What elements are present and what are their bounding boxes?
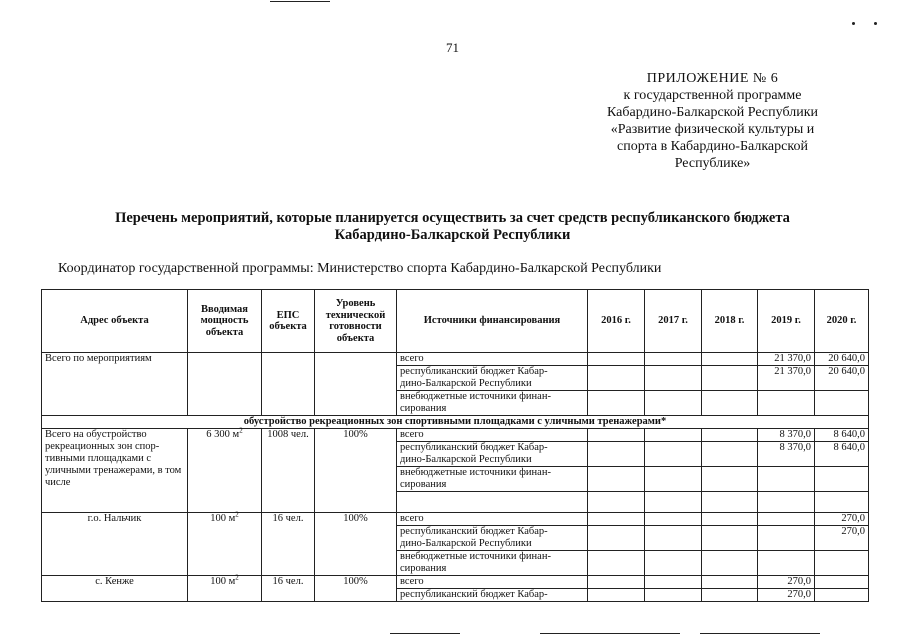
source-extrabudget: внебюджетные источники финан- сирования (397, 391, 588, 416)
header-readiness: Уровень технической готовности объекта (315, 290, 397, 353)
total-capacity (188, 353, 262, 416)
bottom-scan-line (700, 633, 820, 634)
group-republican-2019: 8 370,0 (758, 442, 815, 467)
top-scan-line (270, 1, 330, 2)
document-title (40, 210, 865, 244)
total-2019: 21 370,0 (758, 353, 815, 366)
appendix-line: Республике» (674, 156, 751, 171)
appendix-line: спорта в Кабардино-Балкарской (617, 139, 808, 154)
nalchik-eps: 16 чел. (262, 513, 315, 576)
scan-dot (852, 22, 855, 25)
total-2020: 20 640,0 (815, 353, 869, 366)
header-capacity: Вводимая мощность объекта (188, 290, 262, 353)
nalchik-capacity: 100 $м^2$ (188, 513, 262, 576)
table-row (42, 576, 869, 589)
kenzhe-eps: 16 чел. (262, 576, 315, 602)
header-2016: 2016 г. (588, 290, 645, 353)
scan-dot (874, 22, 877, 25)
header-sources: Источники финансирования (397, 290, 588, 353)
section-row (42, 416, 869, 429)
table-row (42, 429, 869, 442)
table-header-row (42, 290, 869, 353)
document-title-line: Перечень мероприятий, которые планируется осуществить за счет средств республиканского бюджета (115, 210, 790, 226)
nalchik-total-2020: 270,0 (815, 513, 869, 526)
kenzhe-republican-2019: 270,0 (758, 589, 815, 602)
measures-table (41, 289, 869, 602)
source-total: всего (397, 429, 588, 442)
header-2020: 2020 г. (815, 290, 869, 353)
source-republican: республиканский бюджет Кабар- дино-Балкарской Республики (397, 526, 588, 551)
nalchik-readiness: 100% (315, 513, 397, 576)
total-readiness (315, 353, 397, 416)
header-address: Адрес объекта (42, 290, 188, 353)
appendix-block (590, 70, 835, 172)
group-eps: 1008 чел. (262, 429, 315, 513)
header-2019: 2019 г. (758, 290, 815, 353)
total-address: Всего по мероприятиям (42, 353, 188, 416)
group-address: Всего на обустройство рекреационных зон спор-тивными площадками с уличными тренажерами, в том числе (42, 429, 188, 513)
total-eps (262, 353, 315, 416)
table-row (42, 513, 869, 526)
appendix-line: к государственной программе (623, 88, 802, 103)
source-republican: республиканский бюджет Кабар- дино-Балкарской Республики (397, 366, 588, 391)
group-total-2020: 8 640,0 (815, 429, 869, 442)
coordinator-line: Координатор государственной программы: Министерство спорта Кабардино-Балкарской Республики (58, 261, 662, 276)
nalchik-republican-2020: 270,0 (815, 526, 869, 551)
group-capacity: 6 300 $м^2$ (188, 429, 262, 513)
group-republican-2020: 8 640,0 (815, 442, 869, 467)
source-total: всего (397, 353, 588, 366)
republican-2019: 21 370,0 (758, 366, 815, 391)
table-row (42, 353, 869, 366)
appendix-line: «Развитие физической культуры и (610, 122, 815, 137)
source-extrabudget: внебюджетные источники финан- сирования (397, 467, 588, 492)
source-republican: республиканский бюджет Кабар- (397, 589, 588, 602)
header-2017: 2017 г. (645, 290, 702, 353)
section-title: обустройство рекреационных зон спортивными площадками с уличными тренажерами* (42, 416, 869, 429)
source-extrabudget: внебюджетные источники финан- сирования (397, 551, 588, 576)
kenzhe-total-2019: 270,0 (758, 576, 815, 589)
republican-2020: 20 640,0 (815, 366, 869, 391)
appendix-title: ПРИЛОЖЕНИЕ № 6 (646, 71, 779, 86)
header-eps: ЕПС объекта (262, 290, 315, 353)
kenzhe-address: с. Кенже (42, 576, 188, 602)
source-republican: республиканский бюджет Кабар- дино-Балкарской Республики (397, 442, 588, 467)
appendix-line: Кабардино-Балкарской Республики (607, 105, 818, 120)
group-readiness: 100% (315, 429, 397, 513)
source-total: всего (397, 513, 588, 526)
source-total: всего (397, 576, 588, 589)
header-2018: 2018 г. (702, 290, 758, 353)
nalchik-address: г.о. Нальчик (42, 513, 188, 576)
kenzhe-capacity: 100 $м^2$ (188, 576, 262, 602)
page-number: 71 (446, 40, 459, 55)
group-total-2019: 8 370,0 (758, 429, 815, 442)
kenzhe-readiness: 100% (315, 576, 397, 602)
document-title-line: Кабардино-Балкарской Республики (334, 227, 571, 243)
bottom-scan-line (540, 633, 680, 634)
bottom-scan-line (390, 633, 460, 634)
